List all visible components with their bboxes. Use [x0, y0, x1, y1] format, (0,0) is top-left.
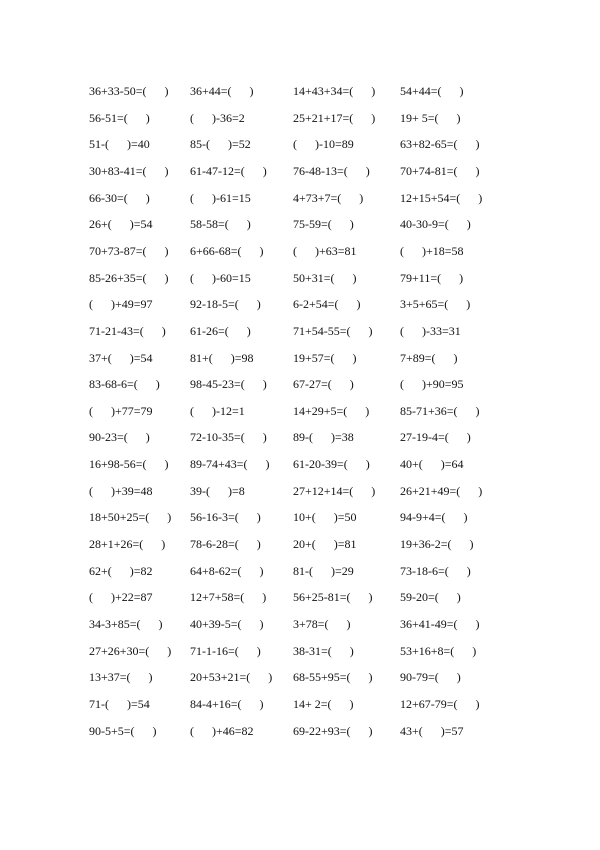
math-problem: 27+26+30=( ): [89, 643, 172, 658]
problem-row: [0, 322, 600, 340]
math-problem: 14+ 2=( ): [293, 696, 354, 711]
math-problem: ( )+22=87: [89, 590, 153, 605]
math-problem: 90-79=( ): [400, 670, 461, 685]
math-problem: 71+54-55=( ): [293, 323, 373, 338]
math-problem: ( )-12=1: [190, 403, 245, 418]
math-problem: 12+15+54=( ): [400, 190, 483, 205]
math-problem: 19+36-2=( ): [400, 537, 474, 552]
math-problem: 18+50+25=( ): [89, 510, 172, 525]
math-problem: 28+1+26=( ): [89, 537, 166, 552]
math-problem: 12+67-79=( ): [400, 696, 480, 711]
problem-row: [0, 615, 600, 633]
math-problem: 6+66-68=( ): [190, 243, 264, 258]
math-problem: 54+44=( ): [400, 84, 464, 98]
math-problem: ( )+46=82: [190, 723, 254, 738]
math-problem: 40-30-9=( ): [400, 217, 471, 232]
problem-row: [0, 242, 600, 260]
math-problem: 78-6-28=( ): [190, 537, 261, 552]
math-problem: 36+41-49=( ): [400, 617, 480, 631]
math-problem: 79+11=( ): [400, 270, 464, 285]
problem-row: [0, 295, 600, 313]
problem-row: [0, 482, 600, 500]
math-problem: ( )-61=15: [190, 190, 251, 205]
math-problem: ( )+39=48: [89, 483, 153, 498]
math-problem: 37+( )=54: [89, 350, 153, 365]
problem-row: [0, 162, 600, 180]
problem-row: [0, 722, 600, 740]
math-problem: 81-( )=29: [293, 563, 354, 578]
math-problem: 59-20=( ): [400, 590, 461, 605]
math-problem: 84-4+16=( ): [190, 696, 264, 711]
math-problem: 61-26=( ): [190, 323, 251, 338]
math-problem: 27-19-4=( ): [400, 430, 471, 445]
math-problem: 16+98-56=( ): [89, 457, 169, 472]
math-problem: 62+( )=82: [89, 563, 153, 578]
math-problem: 81+( )=98: [190, 350, 254, 365]
problem-row: [0, 215, 600, 233]
math-problem: 61-20-39=( ): [293, 457, 370, 472]
math-problem: 14+43+34=( ): [293, 84, 376, 98]
math-problem: 26+( )=54: [89, 217, 153, 232]
problem-row: [0, 135, 600, 153]
problem-row: [0, 668, 600, 686]
math-problem: 43+( )=57: [400, 723, 464, 738]
math-problem: 39-( )=8: [190, 483, 245, 498]
math-problem: 4+73+7=( ): [293, 190, 364, 205]
math-problem: 19+ 5=( ): [400, 110, 461, 125]
math-problem: 70+73-87=( ): [89, 243, 169, 258]
math-problem: 38-31=( ): [293, 643, 354, 658]
math-problem: 71-21-43=( ): [89, 323, 166, 338]
math-problem: 71-1-16=( ): [190, 643, 261, 658]
math-problem: 61-47-12=( ): [190, 163, 267, 178]
math-problem: 68-55+95=( ): [293, 670, 373, 685]
math-problem: 76-48-13=( ): [293, 163, 370, 178]
math-problem: 19+57=( ): [293, 350, 357, 365]
math-problem: ( )+18=58: [400, 243, 464, 258]
math-problem: 13+37=( ): [89, 670, 153, 685]
math-problem: 56-51=( ): [89, 110, 150, 125]
problem-row: [0, 82, 600, 100]
math-problem: ( )-36=2: [190, 110, 245, 125]
math-problem: 53+16+8=( ): [400, 643, 477, 658]
math-problem: 71-( )=54: [89, 696, 150, 711]
math-problem: ( )-60=15: [190, 270, 251, 285]
math-problem: 14+29+5=( ): [293, 403, 370, 418]
math-problem: 6-2+54=( ): [293, 297, 361, 312]
math-problem: 34-3+85=( ): [89, 617, 163, 631]
math-problem: ( )-10=89: [293, 137, 354, 152]
math-problem: 25+21+17=( ): [293, 110, 376, 125]
math-problem: 85-26+35=( ): [89, 270, 169, 285]
math-problem: 56+25-81=( ): [293, 590, 373, 605]
math-problem: 36+33-50=( ): [89, 84, 169, 98]
math-problem: 66-30=( ): [89, 190, 150, 205]
problem-row: [0, 508, 600, 526]
math-problem: 63+82-65=( ): [400, 137, 480, 152]
math-problem: 56-16-3=( ): [190, 510, 261, 525]
problem-row: [0, 588, 600, 606]
problem-row: [0, 189, 600, 207]
math-problem: ( )+63=81: [293, 243, 357, 258]
math-problem: 20+53+21=( ): [190, 670, 273, 685]
math-problem: 83-68-6=( ): [89, 377, 160, 392]
math-problem: 72-10-35=( ): [190, 430, 267, 445]
problem-row: [0, 428, 600, 446]
math-problem: 3+78=( ): [293, 617, 351, 631]
problem-row: [0, 535, 600, 553]
problem-row: [0, 695, 600, 713]
math-problem: 10+( )=50: [293, 510, 357, 525]
math-problem: 50+31=( ): [293, 270, 357, 285]
math-problem: 30+83-41=( ): [89, 163, 169, 178]
math-problem: ( )-33=31: [400, 323, 461, 338]
problem-row: [0, 642, 600, 660]
math-problem: 98-45-23=( ): [190, 377, 267, 392]
math-problem: 94-9+4=( ): [400, 510, 468, 525]
problem-row: [0, 455, 600, 473]
math-problem: 75-59=( ): [293, 217, 354, 232]
math-problem: 85-( )=52: [190, 137, 251, 152]
math-problem: 26+21+49=( ): [400, 483, 483, 498]
math-problem: 27+12+14=( ): [293, 483, 376, 498]
math-problem: 69-22+93=( ): [293, 723, 373, 738]
problem-row: [0, 349, 600, 367]
problem-row: [0, 562, 600, 580]
math-problem: 36+44=( ): [190, 84, 254, 98]
math-problem: 73-18-6=( ): [400, 563, 471, 578]
math-problem: 85-71+36=( ): [400, 403, 480, 418]
math-problem: 40+39-5=( ): [190, 617, 264, 631]
problem-row: [0, 269, 600, 287]
math-problem: 58-58=( ): [190, 217, 251, 232]
math-problem: 89-74+43=( ): [190, 457, 270, 472]
math-problem: 92-18-5=( ): [190, 297, 261, 312]
problem-row: [0, 375, 600, 393]
math-problem: ( )+49=97: [89, 297, 153, 312]
problem-row: [0, 109, 600, 127]
math-problem: 40+( )=64: [400, 457, 464, 472]
math-problem: 3+5+65=( ): [400, 297, 471, 312]
math-problem: 89-( )=38: [293, 430, 354, 445]
math-problem: 12+7+58=( ): [190, 590, 267, 605]
math-problem: 64+8-62=( ): [190, 563, 264, 578]
math-problem: 20+( )=81: [293, 537, 357, 552]
math-problem: 67-27=( ): [293, 377, 354, 392]
math-problem: 90-5+5=( ): [89, 723, 157, 738]
math-problem: 7+89=( ): [400, 350, 458, 365]
problem-row: [0, 402, 600, 420]
math-problem: 51-( )=40: [89, 137, 150, 152]
math-problem: 70+74-81=( ): [400, 163, 480, 178]
math-problem: ( )+77=79: [89, 403, 153, 418]
math-problem: 90-23=( ): [89, 430, 150, 445]
math-problem: ( )+90=95: [400, 377, 464, 392]
